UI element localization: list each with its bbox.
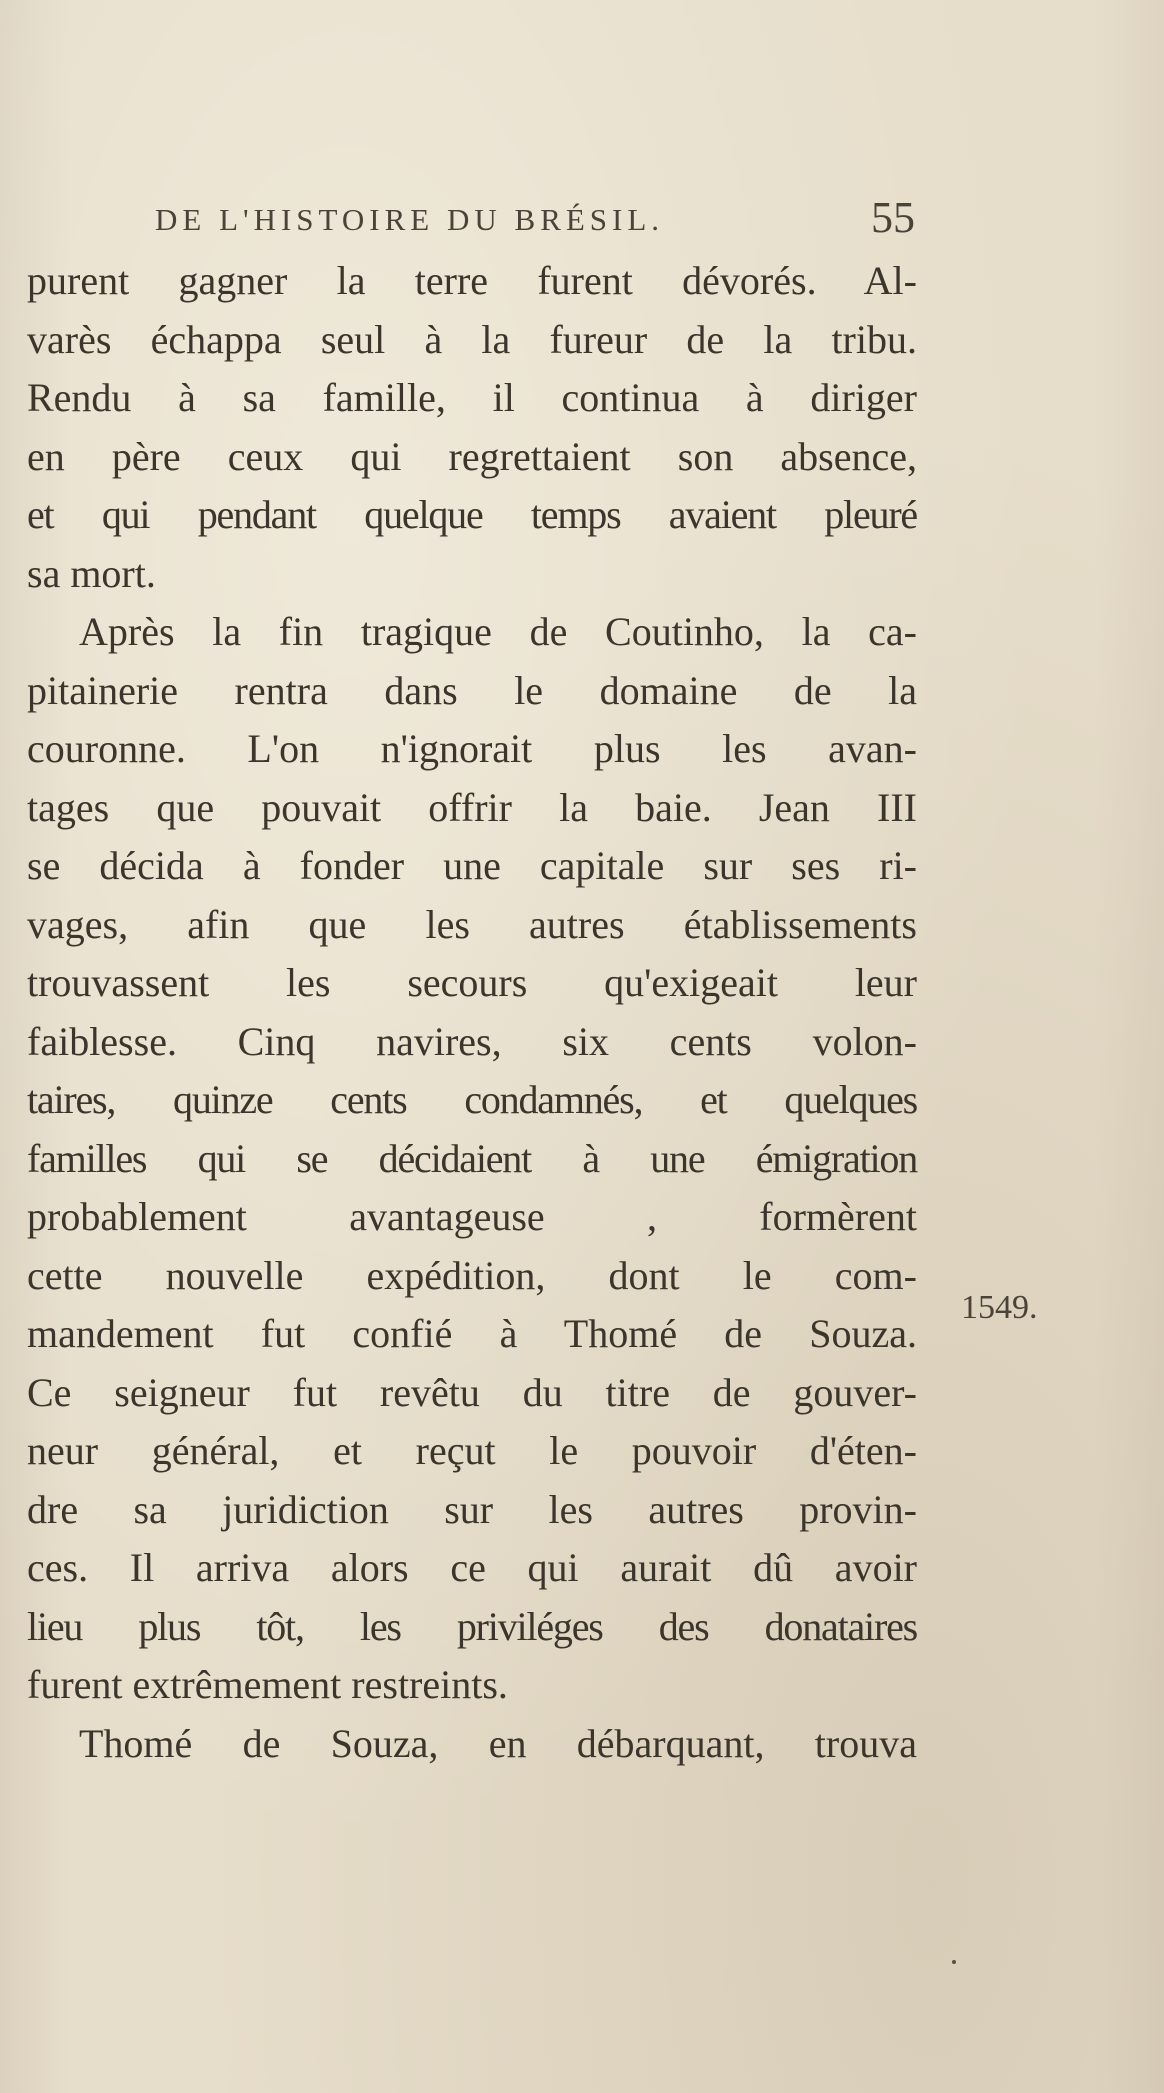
text-line: trouvassent les secours qu'exigeait leur — [27, 960, 917, 1005]
text-line: en père ceux qui regrettaient son absence, — [27, 433, 917, 479]
text-line: varès échappa seul à la fureur de la tribu. — [27, 316, 917, 362]
text-line: Après la fin tragique de Coutinho, la ca- — [79, 609, 917, 654]
text-line: tages que pouvait offrir la baie. Jean III — [27, 784, 917, 830]
text-line: mandement fut confié à Thomé de Souza. — [27, 1311, 917, 1356]
text-line: Rendu à sa famille, il continua à diriger — [27, 375, 917, 420]
running-head — [155, 192, 915, 252]
text-line: cette nouvelle expédition, dont le com- — [27, 1252, 917, 1298]
text-line: lieu plus tôt, les priviléges des donataires — [27, 1603, 917, 1649]
text-line: neur général, et reçut le pouvoir d'éten- — [27, 1428, 917, 1473]
text-line: faiblesse. Cinq navires, six cents volon- — [27, 1018, 917, 1064]
text-line: se décida à fonder une capitale sur ses ri- — [27, 843, 917, 888]
text-line: purent gagner la terre furent dévorés. Al- — [27, 258, 917, 303]
body-text — [27, 252, 917, 1773]
text-line: probablement avantageuse , formèrent — [27, 1194, 917, 1239]
page-number: 55 — [871, 193, 915, 242]
text-line: ces. Il arriva alors ce qui aurait dû avoir — [27, 1545, 917, 1590]
text-line: taires, quinze cents condamnés, et quelques — [27, 1077, 917, 1122]
text-line: Thomé de Souza, en débarquant, trouva — [79, 1720, 917, 1766]
margin-year-note: 1549. — [961, 1289, 1038, 1326]
running-title: DE L'HISTOIRE DU BRÉSIL. — [155, 202, 665, 237]
text-line: vages, afin que les autres établissements — [27, 901, 917, 947]
text-line: sa mort. — [27, 550, 156, 596]
text-line: pitainerie rentra dans le domaine de la — [27, 667, 917, 713]
text-line: dre sa juridiction sur les autres provin- — [27, 1486, 917, 1532]
text-line: furent extrêmement restreints. — [27, 1662, 508, 1707]
text-line: couronne. L'on n'ignorait plus les avan- — [27, 726, 917, 771]
text-line: familles qui se décidaient à une émigration — [27, 1135, 917, 1181]
paper-speck — [952, 1960, 956, 1964]
text-line: et qui pendant quelque temps avaient pleuré — [27, 492, 917, 537]
text-line: Ce seigneur fut revêtu du titre de gouver- — [27, 1369, 917, 1415]
